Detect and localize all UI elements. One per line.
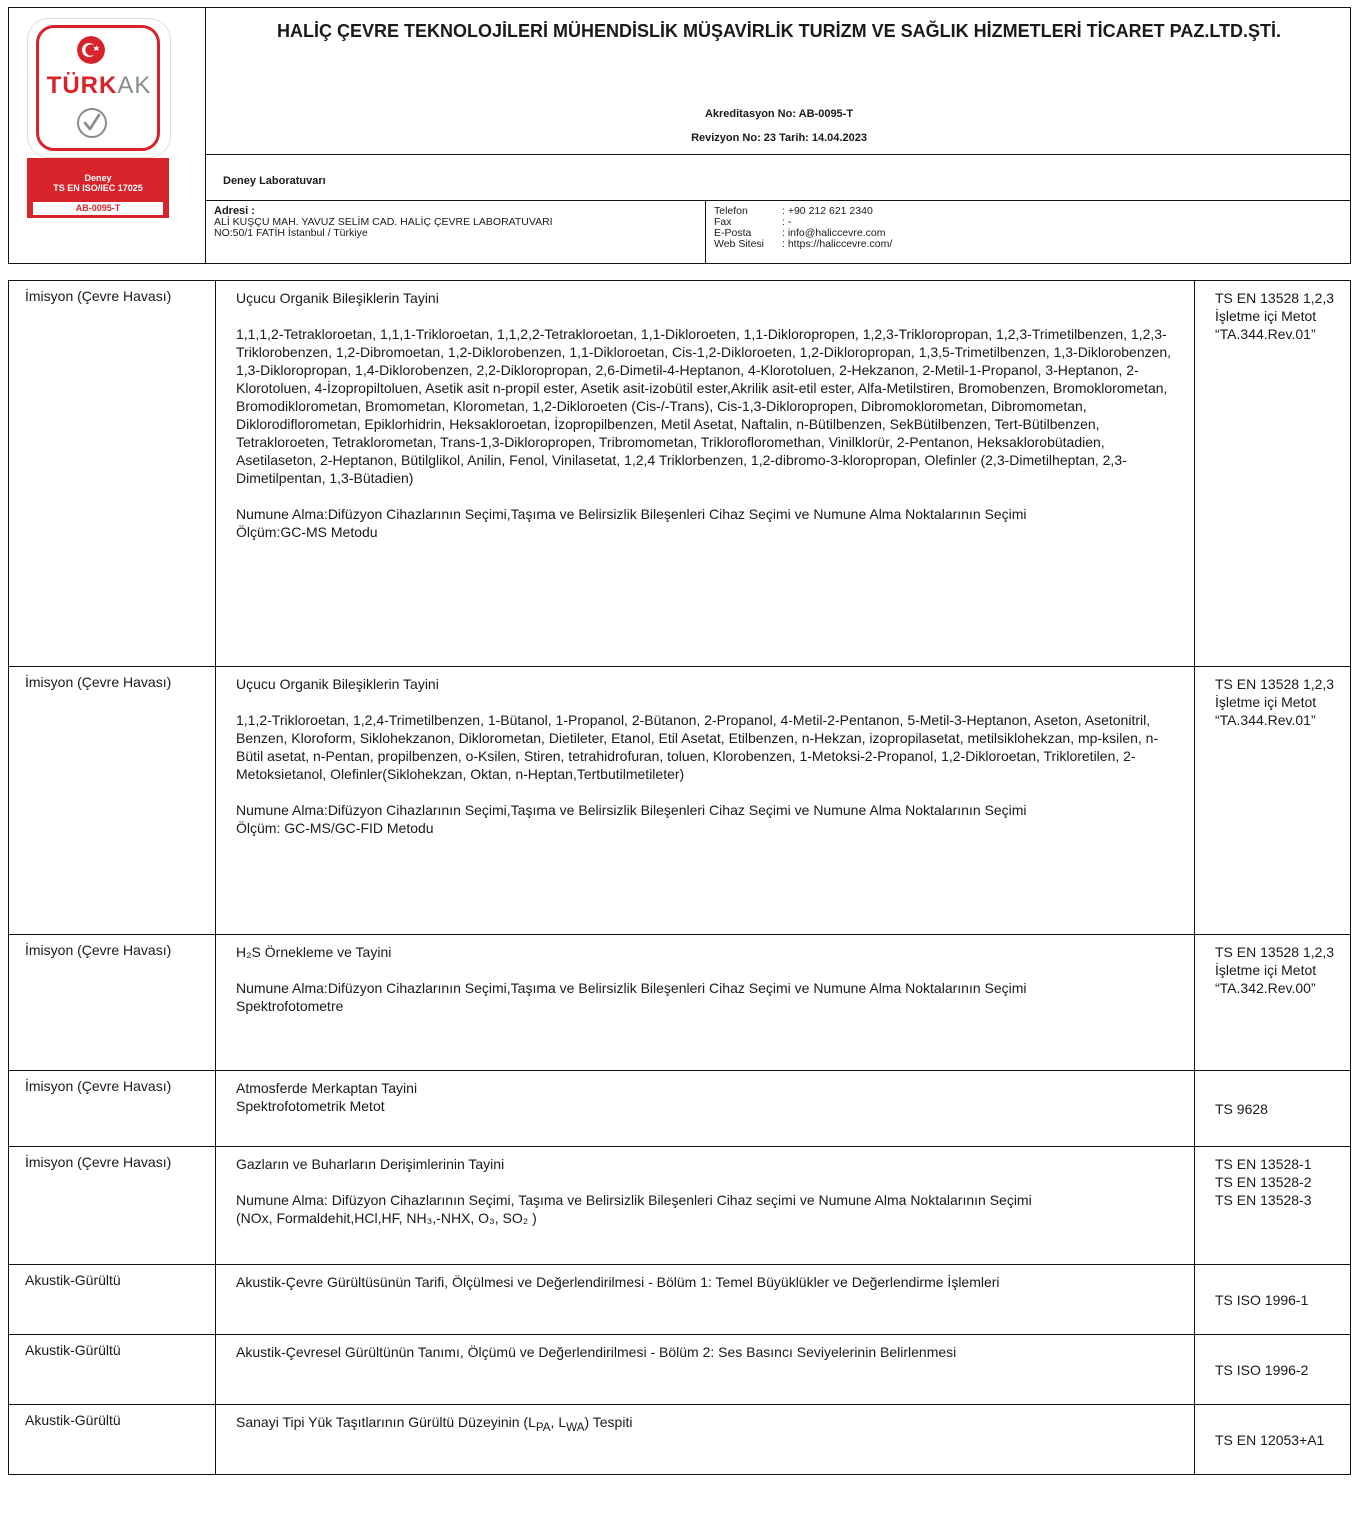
method-line: TS EN 13528-1 (1215, 1156, 1312, 1172)
test-title: Uçucu Organik Bileşiklerin Tayini (236, 676, 439, 692)
category-cell: Akustik-Gürültü (9, 1405, 216, 1475)
category-cell: İmisyon (Çevre Havası) (9, 1147, 216, 1265)
test-title: Sanayi Tipi Yük Taşıtlarının Gürültü Düzeyinin ($L_{PA}$, $L_{WA}$) Tespiti (236, 1414, 633, 1434)
website-value: : https://haliccevre.com/ (782, 238, 893, 250)
sampling-text: Numune Alma:Difüzyon Cihazlarının Seçimi,Taşıma ve Belirsizlik Bileşenleri Cihaz Seçimi ve Numune Alma Noktalarının Seçimi (236, 980, 1027, 996)
accreditation-info (219, 102, 1339, 150)
method-line: TS ISO 1996-1 (1215, 1291, 1309, 1308)
category-cell: Akustik-Gürültü (9, 1265, 216, 1335)
logo-cell (9, 8, 206, 263)
category-cell: İmisyon (Çevre Havası) (9, 935, 216, 1071)
sampling-text: Numune Alma:Difüzyon Cihazlarının Seçimi,Taşıma ve Belirsizlik Bileşenleri Cihaz Seçimi ve Numune Alma Noktalarının Seçimi (236, 506, 1027, 522)
scope-table (8, 280, 1351, 1475)
address-line: ALİ KUŞÇU MAH. YAVUZ SELİM CAD. HALİÇ ÇEVRE LABORATUVARI (214, 216, 553, 228)
measurement-text: Spektrofotometrik Metot (236, 1098, 385, 1114)
test-cell (216, 1405, 1195, 1475)
method-line: “TA.342.Rev.00” (1215, 980, 1316, 996)
accreditation-badge (27, 158, 169, 218)
method-cell (1195, 1265, 1351, 1335)
contact-key: Telefon (714, 205, 748, 217)
turkak-logo (27, 18, 171, 158)
method-line: “TA.344.Rev.01” (1215, 326, 1316, 342)
method-cell (1195, 667, 1351, 935)
test-cell (216, 1265, 1195, 1335)
table-row (9, 1335, 1351, 1405)
method-cell (1195, 281, 1351, 667)
header-divider (705, 201, 706, 263)
sampling-text: Numune Alma: Difüzyon Cihazlarının Seçimi, Taşıma ve Belirsizlik Bileşenleri Cihaz seçimi ve Numune Alma Noktalarının Seçimi (236, 1192, 1032, 1208)
method-line: TS 9628 (1215, 1100, 1268, 1117)
method-cell (1195, 1071, 1351, 1147)
method-line: “TA.344.Rev.01” (1215, 712, 1316, 728)
header-divider (205, 200, 1350, 201)
test-title: Uçucu Organik Bileşiklerin Tayini (236, 290, 439, 306)
contact-block (714, 206, 892, 250)
category-cell: Akustik-Gürültü (9, 1335, 216, 1405)
test-title: Atmosferde Merkaptan Tayini (236, 1080, 418, 1096)
measurement-text: Ölçüm: GC-MS/GC-FID Metodu (236, 820, 434, 836)
category-cell: İmisyon (Çevre Havası) (9, 667, 216, 935)
test-title: Akustik-Çevresel Gürültünün Tanımı, Ölçümü ve Değerlendirilmesi - Bölüm 2: Ses Basıncı Seviyelerinin Belirlenmesi (236, 1344, 957, 1360)
method-line: TS EN 13528 1,2,3 (1215, 676, 1335, 692)
lab-type: Deney Laboratuvarı (223, 175, 326, 187)
table-row (9, 935, 1351, 1071)
method-line: TS EN 13528-3 (1215, 1192, 1312, 1208)
method-line: TS EN 13528-2 (1215, 1174, 1312, 1190)
test-cell (216, 935, 1195, 1071)
logo-wordmark: TÜRKAK (46, 72, 152, 99)
table-row (9, 1147, 1351, 1265)
table-row (9, 667, 1351, 935)
test-title: H₂S Örnekleme ve Tayini (236, 944, 392, 960)
method-line: TS EN 12053+A1 (1215, 1431, 1325, 1448)
measurement-text: (NOx, Formaldehit,HCl,HF, NH₃,-NHX, O₃, SO₂ ) (236, 1210, 537, 1226)
method-cell (1195, 935, 1351, 1071)
company-name: HALİÇ ÇEVRE TEKNOLOJİLERİ MÜHENDİSLİK MÜŞAVİRLİK TURİZM VE SAĞLIK HİZMETLERİ TİCARET PAZ.LTD.ŞTİ. (277, 21, 1281, 41)
method-line: TS ISO 1996-2 (1215, 1361, 1309, 1378)
test-cell (216, 1071, 1195, 1147)
table-row (9, 1071, 1351, 1147)
checkmark-icon (76, 107, 108, 139)
test-cell (216, 1147, 1195, 1265)
category-cell: İmisyon (Çevre Havası) (9, 281, 216, 667)
test-title: Gazların ve Buharların Derişimlerinin Tayini (236, 1156, 505, 1172)
compound-list: 1,1,2-Trikloroetan, 1,2,4-Trimetilbenzen, 1-Bütanol, 1-Propanol, 2-Bütanon, 2-Propanol, 4-Metil-2-Pentanon, 5-Metil-3-Heptanon, Aseton, Asetonitril, Benzen, Kloroform, Siklohekzanon, Diklorometan, Dietileter, Etanol, Etil Asetat, Etilbenzen, n-Hekzan, izopropilasetat, metilsiklohekzan, mp-ksilen, n-Bütil asetat, n-Pentan, propilbenzen, o-Ksilen, Stiren, tetrahidrofuran, toluen, Klorobenzen, 1-Metoksi-2-Propanol, 1,2-Dikloroetan, Trikloretilen, 2-Metoksietanol, Olefinler(Siklohekzan, Oktan, n-Heptan,Tertbutilmetileter) (236, 712, 1159, 782)
sampling-text: Numune Alma:Difüzyon Cihazlarının Seçimi,Taşıma ve Belirsizlik Bileşenleri Cihaz Seçimi ve Numune Alma Noktalarının Seçimi (236, 802, 1027, 818)
test-title: Akustik-Çevre Gürültüsünün Tarifi, Ölçülmesi ve Değerlendirilmesi - Bölüm 1: Temel Büyüklükler ve Değerlendirme İşlemleri (236, 1274, 1000, 1290)
method-line: İşletme içi Metot (1215, 962, 1317, 978)
email-value: : info@haliccevre.com (782, 227, 886, 239)
measurement-text: Ölçüm:GC-MS Metodu (236, 524, 378, 540)
header-divider (205, 154, 1350, 155)
contact-key: Fax (714, 216, 732, 228)
test-cell (216, 281, 1195, 667)
table-row (9, 1405, 1351, 1475)
phone-value: : +90 212 621 2340 (782, 205, 873, 217)
method-line: İşletme içi Metot (1215, 308, 1317, 324)
method-cell (1195, 1335, 1351, 1405)
address-label: Adresi : (214, 205, 255, 217)
table-row (9, 1265, 1351, 1335)
badge-line2: TS EN ISO/IEC 17025 (53, 183, 143, 193)
badge-line1: Deney (84, 173, 112, 183)
compound-list: 1,1,1,2-Tetrakloroetan, 1,1,1-Trikloroetan, 1,1,2,2-Tetrakloroetan, 1,1-Dikloroeten, 1,1-Dikloropropen, 1,2,3-Trikloropropan, 1,2,3-Trimetilbenzen, 1,2,3-Triklorobenzen, 1,2-Dibromoetan, 1,2-Diklorobenzen, 1,1-Dikloroetan, Cis-1,2-Dikloroeten, 1,2-Dikloropropan, 1,3,5-Trimetilbenzen, 1,3-Diklorobenzen, 1,3-Dikloropropan, 1,4-Diklorobenzen, 2,2-Dikloropropan, 2,6-Dimetil-4-Heptanon, 4-Klorotoluen, 2-Hekzanon, 2-Metil-1-Propanol, 3-Heptanon, 2-Klorotoluen, 4-İzopropiltoluen, Asetik asit n-propil ester, Asetik asit-izobütil ester,Akrilik asit-etil ester, Alfa-Metilstiren, Bromobenzen, Bromoklorometan, Bromodiklorometan, Bromometan, Klorometan, 1,2-Dikloroeten (Cis-/-Trans), Cis-1,3-Dikloropropen, Dibromoklorometan, Dibromometan, Diklorodiflorometan, Epiklorhidrin, Heksakloroetan, İzopropilbenzen, Metil Asetat, Naftalin, n-Bütilbenzen, SekBütilbenzen, Tert-Bütilbenzen, Tetrakloroeten, Tetraklorometan, Trans-1,3-Dikloropropen, Tribromometan, Triklorofloromethan, Vinilklorür, 2-Pentanon, Heksaklorobütadien, Asetilaseton, 2-Heptanon, Bütilglikol, Anilin, Fenol, Vinilasetat, 1,2,4 Triklorbenzen, 1,2-dibromo-3-kloropropan, Olefinler (2,3-Dimetilheptan, 2,3-Dimetilpentan, 1,3-Bütadien) (236, 326, 1172, 486)
method-line: İşletme içi Metot (1215, 694, 1317, 710)
address-block (214, 206, 553, 239)
method-cell (1195, 1147, 1351, 1265)
test-cell (216, 667, 1195, 935)
crescent-star-icon (77, 36, 105, 64)
revision-info: Revizyon No: 23 Tarih: 14.04.2023 (691, 132, 867, 144)
test-cell (216, 1335, 1195, 1405)
method-cell (1195, 1405, 1351, 1475)
method-line: TS EN 13528 1,2,3 (1215, 944, 1335, 960)
accreditation-number: Akreditasyon No: AB-0095-T (704, 108, 854, 120)
contact-key: Web Sitesi (714, 238, 764, 250)
badge-code: AB-0095-T (33, 202, 163, 215)
table-row (9, 281, 1351, 667)
method-line: TS EN 13528 1,2,3 (1215, 290, 1335, 306)
address-line: NO:50/1 FATİH İstanbul / Türkiye (214, 227, 368, 239)
measurement-text: Spektrofotometre (236, 998, 344, 1014)
contact-key: E-Posta (714, 227, 752, 239)
fax-value: : - (782, 216, 792, 228)
document-header (8, 7, 1351, 264)
category-cell: İmisyon (Çevre Havası) (9, 1071, 216, 1147)
